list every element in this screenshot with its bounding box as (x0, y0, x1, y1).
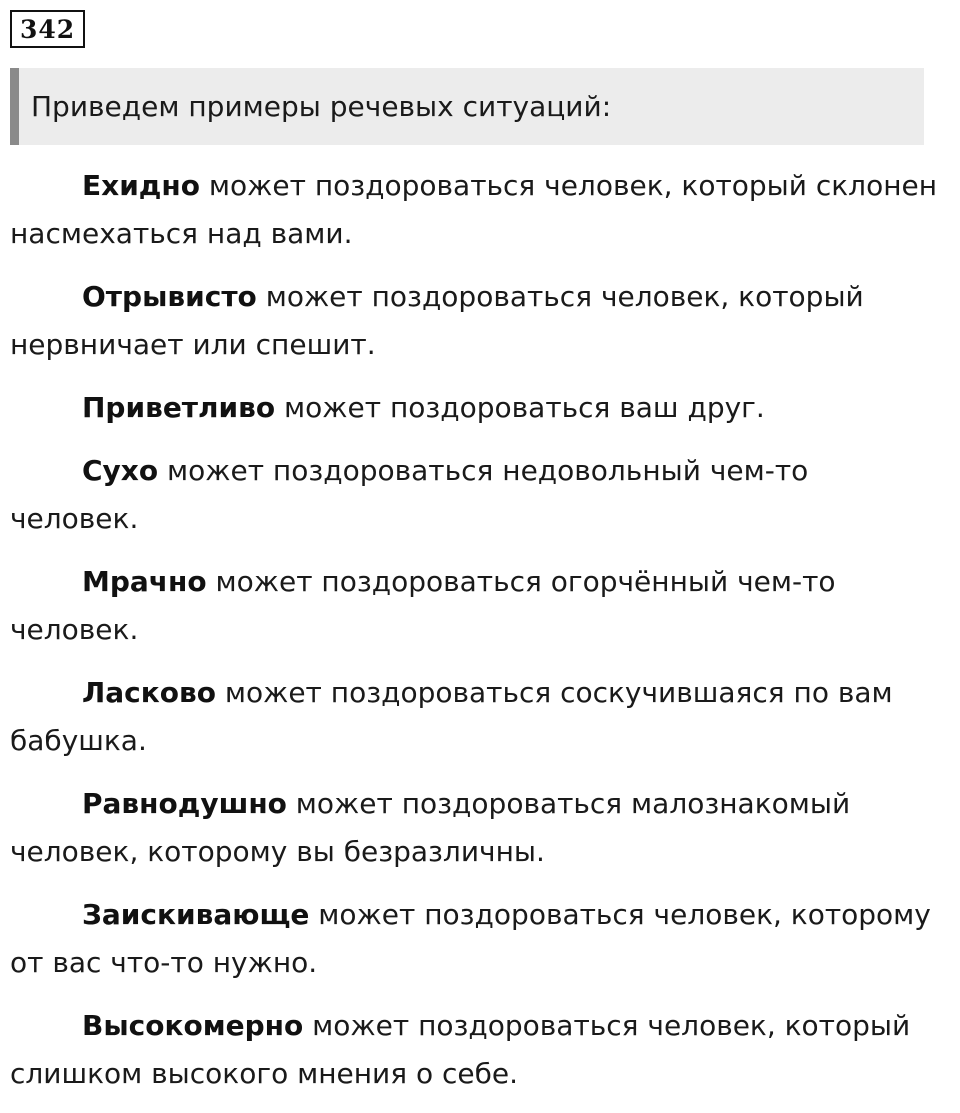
example-text: может поздороваться ваш друг. (275, 391, 765, 424)
example-paragraph (10, 558, 940, 654)
intro-callout (10, 68, 924, 145)
example-paragraph (10, 669, 940, 765)
example-term: Заискивающе (82, 898, 310, 931)
task-number: 342 (10, 10, 85, 48)
example-paragraph (10, 273, 940, 369)
example-term: Ехидно (82, 169, 201, 202)
example-paragraph (10, 780, 940, 876)
example-term: Высокомерно (82, 1009, 304, 1042)
examples-list (10, 162, 940, 1113)
example-text: может поздороваться соскучившаяся по вам бабушка. (10, 676, 893, 757)
example-text: может поздороваться человек, который склонен насмехаться над вами. (10, 169, 938, 250)
example-term: Сухо (82, 454, 159, 487)
example-term: Мрачно (82, 565, 207, 598)
example-paragraph (10, 1002, 940, 1098)
example-term: Отрывисто (82, 280, 257, 313)
example-text: может поздороваться человек, который слишком высокого мнения о себе. (10, 1009, 911, 1090)
example-text: может поздороваться человек, которому от вас что-то нужно. (10, 898, 931, 979)
example-term: Ласково (82, 676, 216, 709)
example-term: Равнодушно (82, 787, 287, 820)
example-text: может поздороваться огорчённый чем-то человек. (10, 565, 836, 646)
example-paragraph (10, 384, 940, 432)
intro-text: Приведем примеры речевых ситуаций: (31, 89, 612, 123)
example-term: Приветливо (82, 391, 276, 424)
example-paragraph (10, 447, 940, 543)
example-text: может поздороваться человек, который нервничает или спешит. (10, 280, 864, 361)
example-paragraph (10, 891, 940, 987)
example-paragraph (10, 162, 940, 258)
example-text: может поздороваться недовольный чем-то человек. (10, 454, 809, 535)
example-text: может поздороваться малознакомый человек, которому вы безразличны. (10, 787, 851, 868)
